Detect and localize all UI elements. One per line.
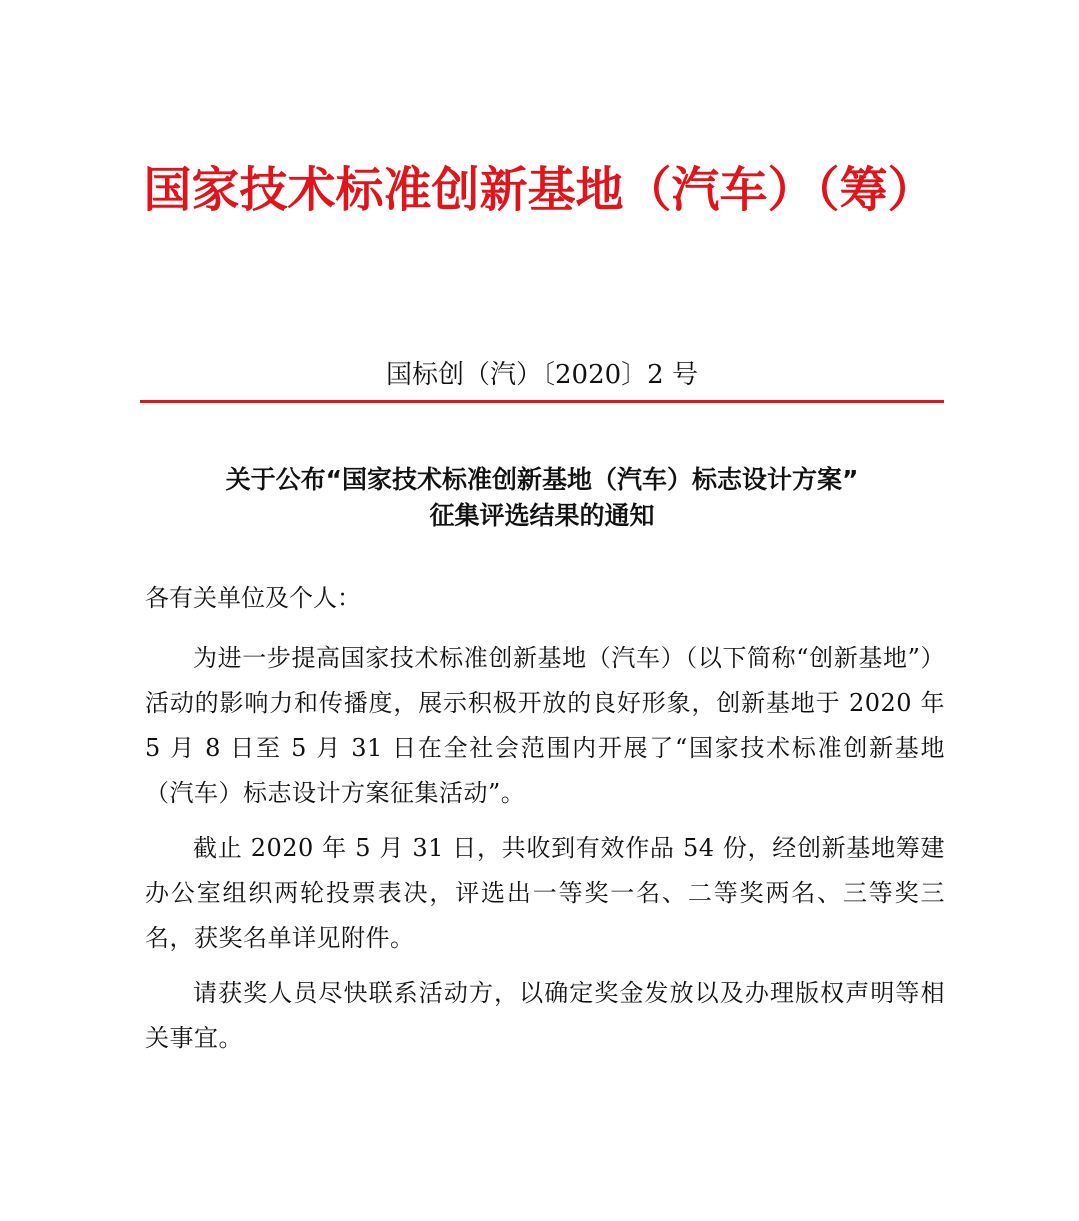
- notice-title-line-2: 征集评选结果的通知: [429, 501, 655, 530]
- masthead-title: 国家技术标准创新基地（汽车）（筹）: [143, 162, 936, 218]
- body-paragraph-3: 请获奖人员尽快联系活动方，以确定奖金发放以及办理版权声明等相关事宜。: [145, 979, 945, 1052]
- body-paragraph-1: 为进一步提高国家技术标准创新基地（汽车）（以下简称“创新基地”）活动的影响力和传播度，展示积极开放的良好形象，创新基地于 2020 年 5 月 8 日至 5 月 31 日在全社会范围内开展了“国家技术标准创新基地（汽车）标志设计方案征集活动”。: [145, 644, 945, 807]
- salutation: 各有关单位及个人：: [145, 584, 361, 612]
- body-paragraph-2: 截止 2020 年 5 月 31 日，共收到有效作品 54 份，经创新基地筹建办公室组织两轮投票表决，评选出一等奖一名、二等奖两名、三等奖三名，获奖名单详见附件。: [145, 834, 945, 952]
- document-number: 国标创（汽）〔2020〕2 号: [386, 360, 698, 390]
- red-divider-line: [140, 400, 944, 403]
- body-text: [145, 636, 945, 1071]
- notice-title: [140, 462, 944, 534]
- notice-title-line-1: 关于公布“国家技术标准创新基地（汽车）标志设计方案”: [225, 465, 859, 494]
